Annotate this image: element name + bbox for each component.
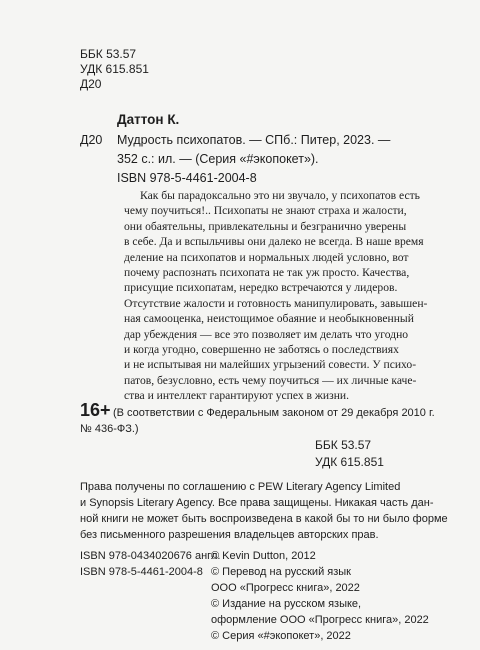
author-mark: Д20 <box>80 77 102 91</box>
annotation-line: патов, безусловно, есть чему поучиться — их личные каче- <box>124 373 417 387</box>
rights-line: и Synopsis Literary Agency. Все права защищены. Никакая часть дан- <box>80 497 434 509</box>
bibliography-title-line: Мудрость психопатов. — СПб.: Питер, 2023. — <box>117 133 391 147</box>
annotation-line: Как бы парадоксально это ни звучало, у психопатов есть <box>140 189 420 202</box>
age-rating-law-number: № 436-ФЗ.) <box>80 423 139 435</box>
annotation-line: присущие психопатам, нередко встречаются у лидеров. <box>124 281 398 295</box>
rights-line: Права получены по соглашению с PEW Literary Agency Limited <box>80 481 401 493</box>
isbn-original: ISBN 978-0434020676 англ. <box>80 550 221 562</box>
bbk-code-repeat: ББК 53.57 <box>315 438 372 452</box>
annotation-line: деление на психопатов и нормальных людей условно, вот <box>124 250 409 264</box>
copyright-line: ООО «Прогресс книга», 2022 <box>211 582 360 594</box>
bibliography-mark: Д20 <box>80 133 103 147</box>
bibliography-isbn: ISBN 978-5-4461-2004-8 <box>117 171 257 185</box>
age-rating-badge: 16+ <box>80 400 111 420</box>
annotation-line: почему распознать психопата не так уж просто. Качества, <box>124 266 410 280</box>
bibliography-details-line: 352 с.: ил. — (Серия «#экопокет»). <box>117 152 319 166</box>
rights-line: ной книги не может быть воспроизведена в какой бы то ни было форме <box>80 513 448 525</box>
annotation-line: чему поучиться!.. Психопаты не знают страха и жалости, <box>124 204 407 218</box>
annotation-line: и когда угодно, совершенно не заботясь о последствиях <box>124 343 399 357</box>
annotation-line: Отсутствие жалости и готовность манипулировать, завышен- <box>124 296 428 310</box>
age-rating-note: (В соответствии с Федеральным законом от 29 декабря 2010 г. <box>113 407 435 419</box>
annotation-line: дар убеждения — все это позволяет им делать что угодно <box>124 327 409 341</box>
annotation-line: и не испытывая ни малейших угрызений совести. У психо- <box>124 358 417 372</box>
annotation-line: ства и интеллект гарантируют успех в жизни. <box>124 389 350 403</box>
author-name: Даттон К. <box>117 112 180 127</box>
annotation-line: в себе. Да и вспыльчивы они далеко не всегда. В наше время <box>124 235 424 249</box>
copyright-line: © Издание на русском языке, <box>211 598 362 610</box>
copyright-line: © Перевод на русский язык <box>211 566 351 578</box>
annotation-line: они обаятельны, привлекательны и безгранично уверены <box>124 219 407 233</box>
udk-code: УДК 615.851 <box>80 62 149 76</box>
udk-code-repeat: УДК 615.851 <box>315 455 384 469</box>
rights-notice <box>80 479 448 543</box>
copyright-line: оформление ООО «Прогресс книга», 2022 <box>211 614 429 626</box>
rights-line: без письменного разрешения владельцев авторских прав. <box>80 529 379 541</box>
copyright-block <box>211 548 429 644</box>
isbn-russian: ISBN 978-5-4461-2004-8 <box>80 566 203 578</box>
copyright-line: © Серия «#экопокет», 2022 <box>211 630 351 642</box>
annotation-line: ная самооценка, неистощимое обаяние и необыкновенный <box>124 312 414 326</box>
copyright-line: © Kevin Dutton, 2012 <box>211 550 316 562</box>
bbk-code: ББК 53.57 <box>80 47 137 61</box>
annotation-text <box>124 188 428 404</box>
